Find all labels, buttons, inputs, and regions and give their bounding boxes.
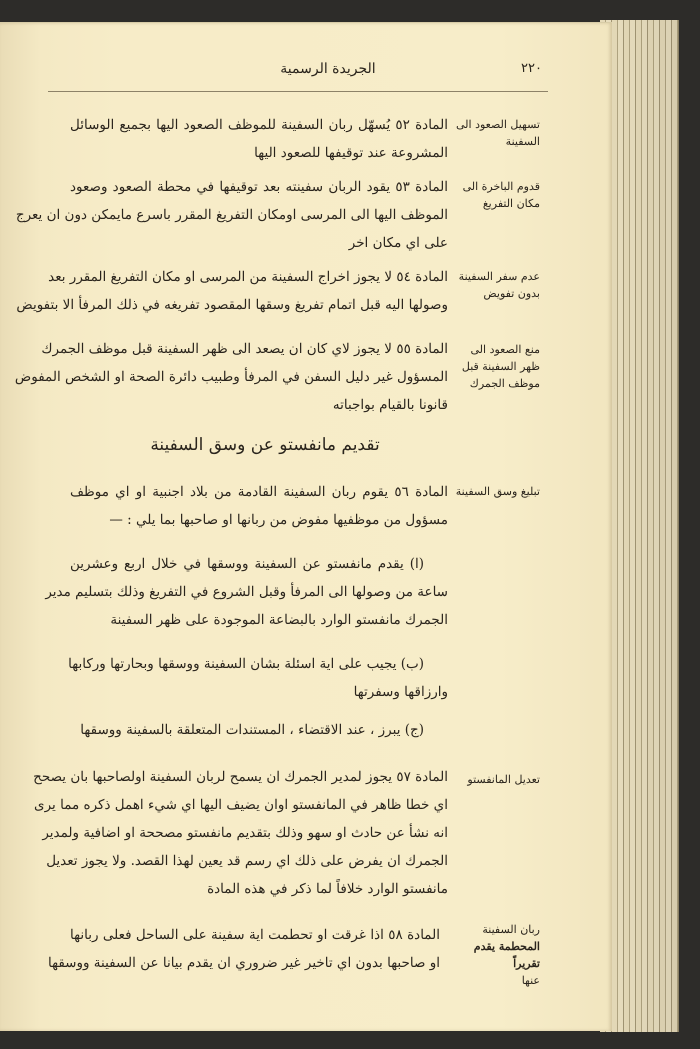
sub-item-body <box>70 650 448 706</box>
text-line: انه نشأ عن حادث او سهو وذلك بتقديم مانفستو مصححة او اضافية ولمدير <box>42 825 448 841</box>
article-body <box>14 335 448 419</box>
margin-note-line: موظف الجمرك <box>469 377 540 390</box>
margin-note <box>452 921 540 989</box>
page-number: ٢٢٠ <box>521 61 542 76</box>
text-line: (ج) يبرز ، عند الاقتضاء ، المستندات المتعلقة بالسفينة ووسقها <box>80 722 424 738</box>
sub-item-body <box>45 550 448 634</box>
text-line: المادة ٥٤ لا يجوز اخراج السفينة من المرسى او مكان التفريغ المقرر بعد <box>48 269 448 285</box>
article-body <box>70 478 448 534</box>
text-line: على اي مكان اخر <box>348 235 448 251</box>
text-line: (ا) يقدم مانفستو عن السفينة ووسقها في خلال اربع وعشرين <box>70 556 424 572</box>
text-line: المادة ٥٨ اذا غرقت او تحطمت اية سفينة على الساحل فعلى ربانها <box>70 927 440 943</box>
header-rule <box>48 91 548 92</box>
margin-note-line: المحطمة يقدم تقريراً <box>473 940 540 970</box>
margin-note <box>452 268 540 302</box>
article-body <box>70 111 448 167</box>
margin-note-line: تسهيل الصعود الى <box>456 118 540 131</box>
margin-note-line: تعديل المانفستو <box>467 773 540 786</box>
text-line: المادة ٥٦ يقوم ربان السفينة القادمة من بلاد اجنبية او اي موظف <box>70 484 448 500</box>
text-line: قانونا بالقيام بواجباته <box>332 397 448 413</box>
margin-note-line: عدم سفر السفينة <box>458 270 540 283</box>
text-line: المسؤول غير دليل السفن في المرفأ وطبيب دائرة الصحة او الشخص المفوض <box>14 369 448 385</box>
text-line: الجمرك ان يفرض على ذلك اي رسم قد يعين لهذا القصد. ولا يجوز تعديل <box>46 853 448 869</box>
margin-note-line: ربان السفينة <box>482 923 540 936</box>
article-body <box>15 173 448 257</box>
margin-note-line: تبليغ وسق السفينة <box>455 485 540 498</box>
running-title: الجريدة الرسمية <box>280 61 376 77</box>
text-line: ساعة من وصولها الى المرفأ وقبل الشروع في التفريغ وذلك بتسليم مدير <box>45 584 448 600</box>
section-heading: تقديم مانفستو عن وسق السفينة <box>150 435 380 455</box>
margin-note <box>452 771 540 788</box>
margin-note-line: مكان التفريغ <box>482 197 540 210</box>
text-line: المادة ٥٢ يُسهّل ربان السفينة للموظف الصعود اليها بجميع الوسائل <box>70 117 448 133</box>
book-page <box>0 22 612 1031</box>
text-line: الموظف اليها الى المرسى اومكان التفريغ المقرر باسرع مايمكن دون ان يعرج <box>15 207 448 223</box>
text-line: المادة ٥٥ لا يجوز لاي كان ان يصعد الى ظهر السفينة قبل موظف الجمرك <box>41 341 448 357</box>
margin-note-line: ظهر السفينة قبل <box>461 360 540 373</box>
margin-note <box>452 341 540 392</box>
text-line: مسؤول من موظفيها مفوض من ربانها او صاحبها بما يلي : — <box>109 512 448 528</box>
text-line: وارزاقها وسفرتها <box>353 684 448 700</box>
text-line: مانفستو الوارد خلافاً لما ذكر في هذه المادة <box>207 881 448 897</box>
sub-item-body <box>70 716 448 744</box>
margin-note <box>452 178 540 212</box>
article-body <box>33 763 448 903</box>
margin-note-line: قدوم الباخرة الى <box>462 180 540 193</box>
text-line: المشروعة عند توقيفها للصعود اليها <box>254 145 448 161</box>
article-body <box>16 263 448 319</box>
margin-note-line: السفينة <box>505 135 540 148</box>
text-line: المادة ٥٣ يقود الربان سفينته بعد توقيفها في محطة الصعود وصعود <box>70 179 448 195</box>
text-line: او صاحبها بدون اي تاخير غير ضروري ان يقدم بيانا عن السفينة ووسقها <box>47 955 440 971</box>
running-head <box>48 61 548 91</box>
margin-note-line: منع الصعود الى <box>470 343 540 356</box>
text-line: وصولها اليه قبل اتمام تفريغ وسقها المقصود تفريغه في ذلك المرفأ الا بتفويض <box>16 297 448 313</box>
margin-note-line: عنها <box>521 974 540 987</box>
margin-note <box>452 116 540 150</box>
text-line: الجمرك مانفستو الوارد بالبضاعة الموجودة على ظهر السفينة <box>110 612 448 628</box>
text-line: (ب) يجيب على اية اسئلة بشان السفينة ووسقها وبحارتها وركابها <box>68 656 424 672</box>
text-line: اي خطا ظاهر في المانفستو اوان يضيف اليها اي شيء اهمل ذكره مما يرى <box>34 797 448 813</box>
text-line: المادة ٥٧ يجوز لمدير الجمرك ان يسمح لربان السفينة اولصاحبها بان يصحح <box>33 769 448 785</box>
article-body <box>47 921 440 977</box>
margin-note-line: بدون تفويض <box>483 287 540 300</box>
margin-note <box>452 483 540 500</box>
